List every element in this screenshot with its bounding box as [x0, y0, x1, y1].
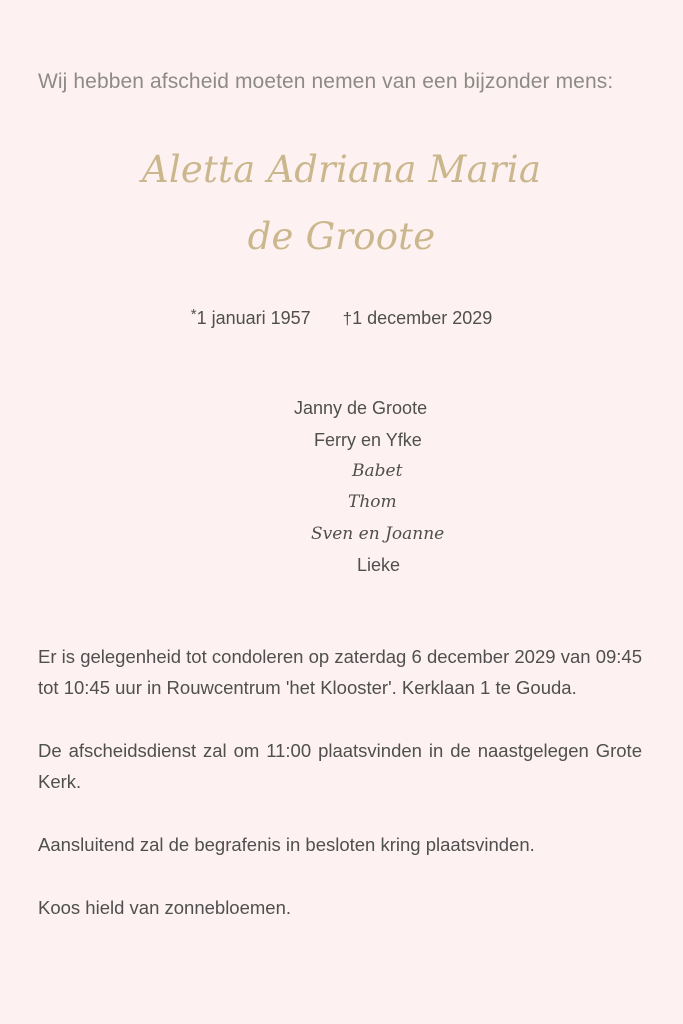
family-member: Sven en Joanne	[311, 524, 445, 544]
family-member: Lieke	[357, 555, 401, 575]
family-member: Ferry en Yfke	[314, 430, 422, 450]
birth-star-icon: *	[190, 306, 197, 323]
service-paragraph: De afscheidsdienst zal om 11:00 plaatsvinden in de naastgelegen Grote Kerk.	[38, 740, 642, 792]
deceased-name-line-2: de Groote	[247, 215, 436, 258]
family-member: Janny de Groote	[294, 398, 428, 418]
family-member: Babet	[352, 461, 403, 481]
condolence-paragraph: Er is gelegenheid tot condoleren op zaterdag 6 december 2029 van 09:45 tot 10:45 uur in Rouwcentrum 'het Klooster'. Kerklaan 1 te Gouda.	[38, 646, 642, 698]
family-member: Thom	[348, 492, 397, 512]
birth-date-text: 1 januari 1957	[196, 308, 311, 328]
deceased-name-line-1: Aletta Adriana Maria	[141, 148, 542, 191]
death-cross-icon: †	[342, 309, 353, 328]
death-date	[343, 308, 493, 328]
sunflowers-paragraph: Koos hield van zonnebloemen.	[38, 897, 292, 918]
death-date-text: 1 december 2029	[352, 308, 493, 328]
intro-text: Wij hebben afscheid moeten nemen van een bijzonder mens:	[38, 70, 614, 93]
burial-paragraph: Aansluitend zal de begrafenis in besloten kring plaatsvinden.	[38, 834, 535, 855]
life-dates	[0, 306, 683, 329]
birth-date	[191, 308, 311, 328]
